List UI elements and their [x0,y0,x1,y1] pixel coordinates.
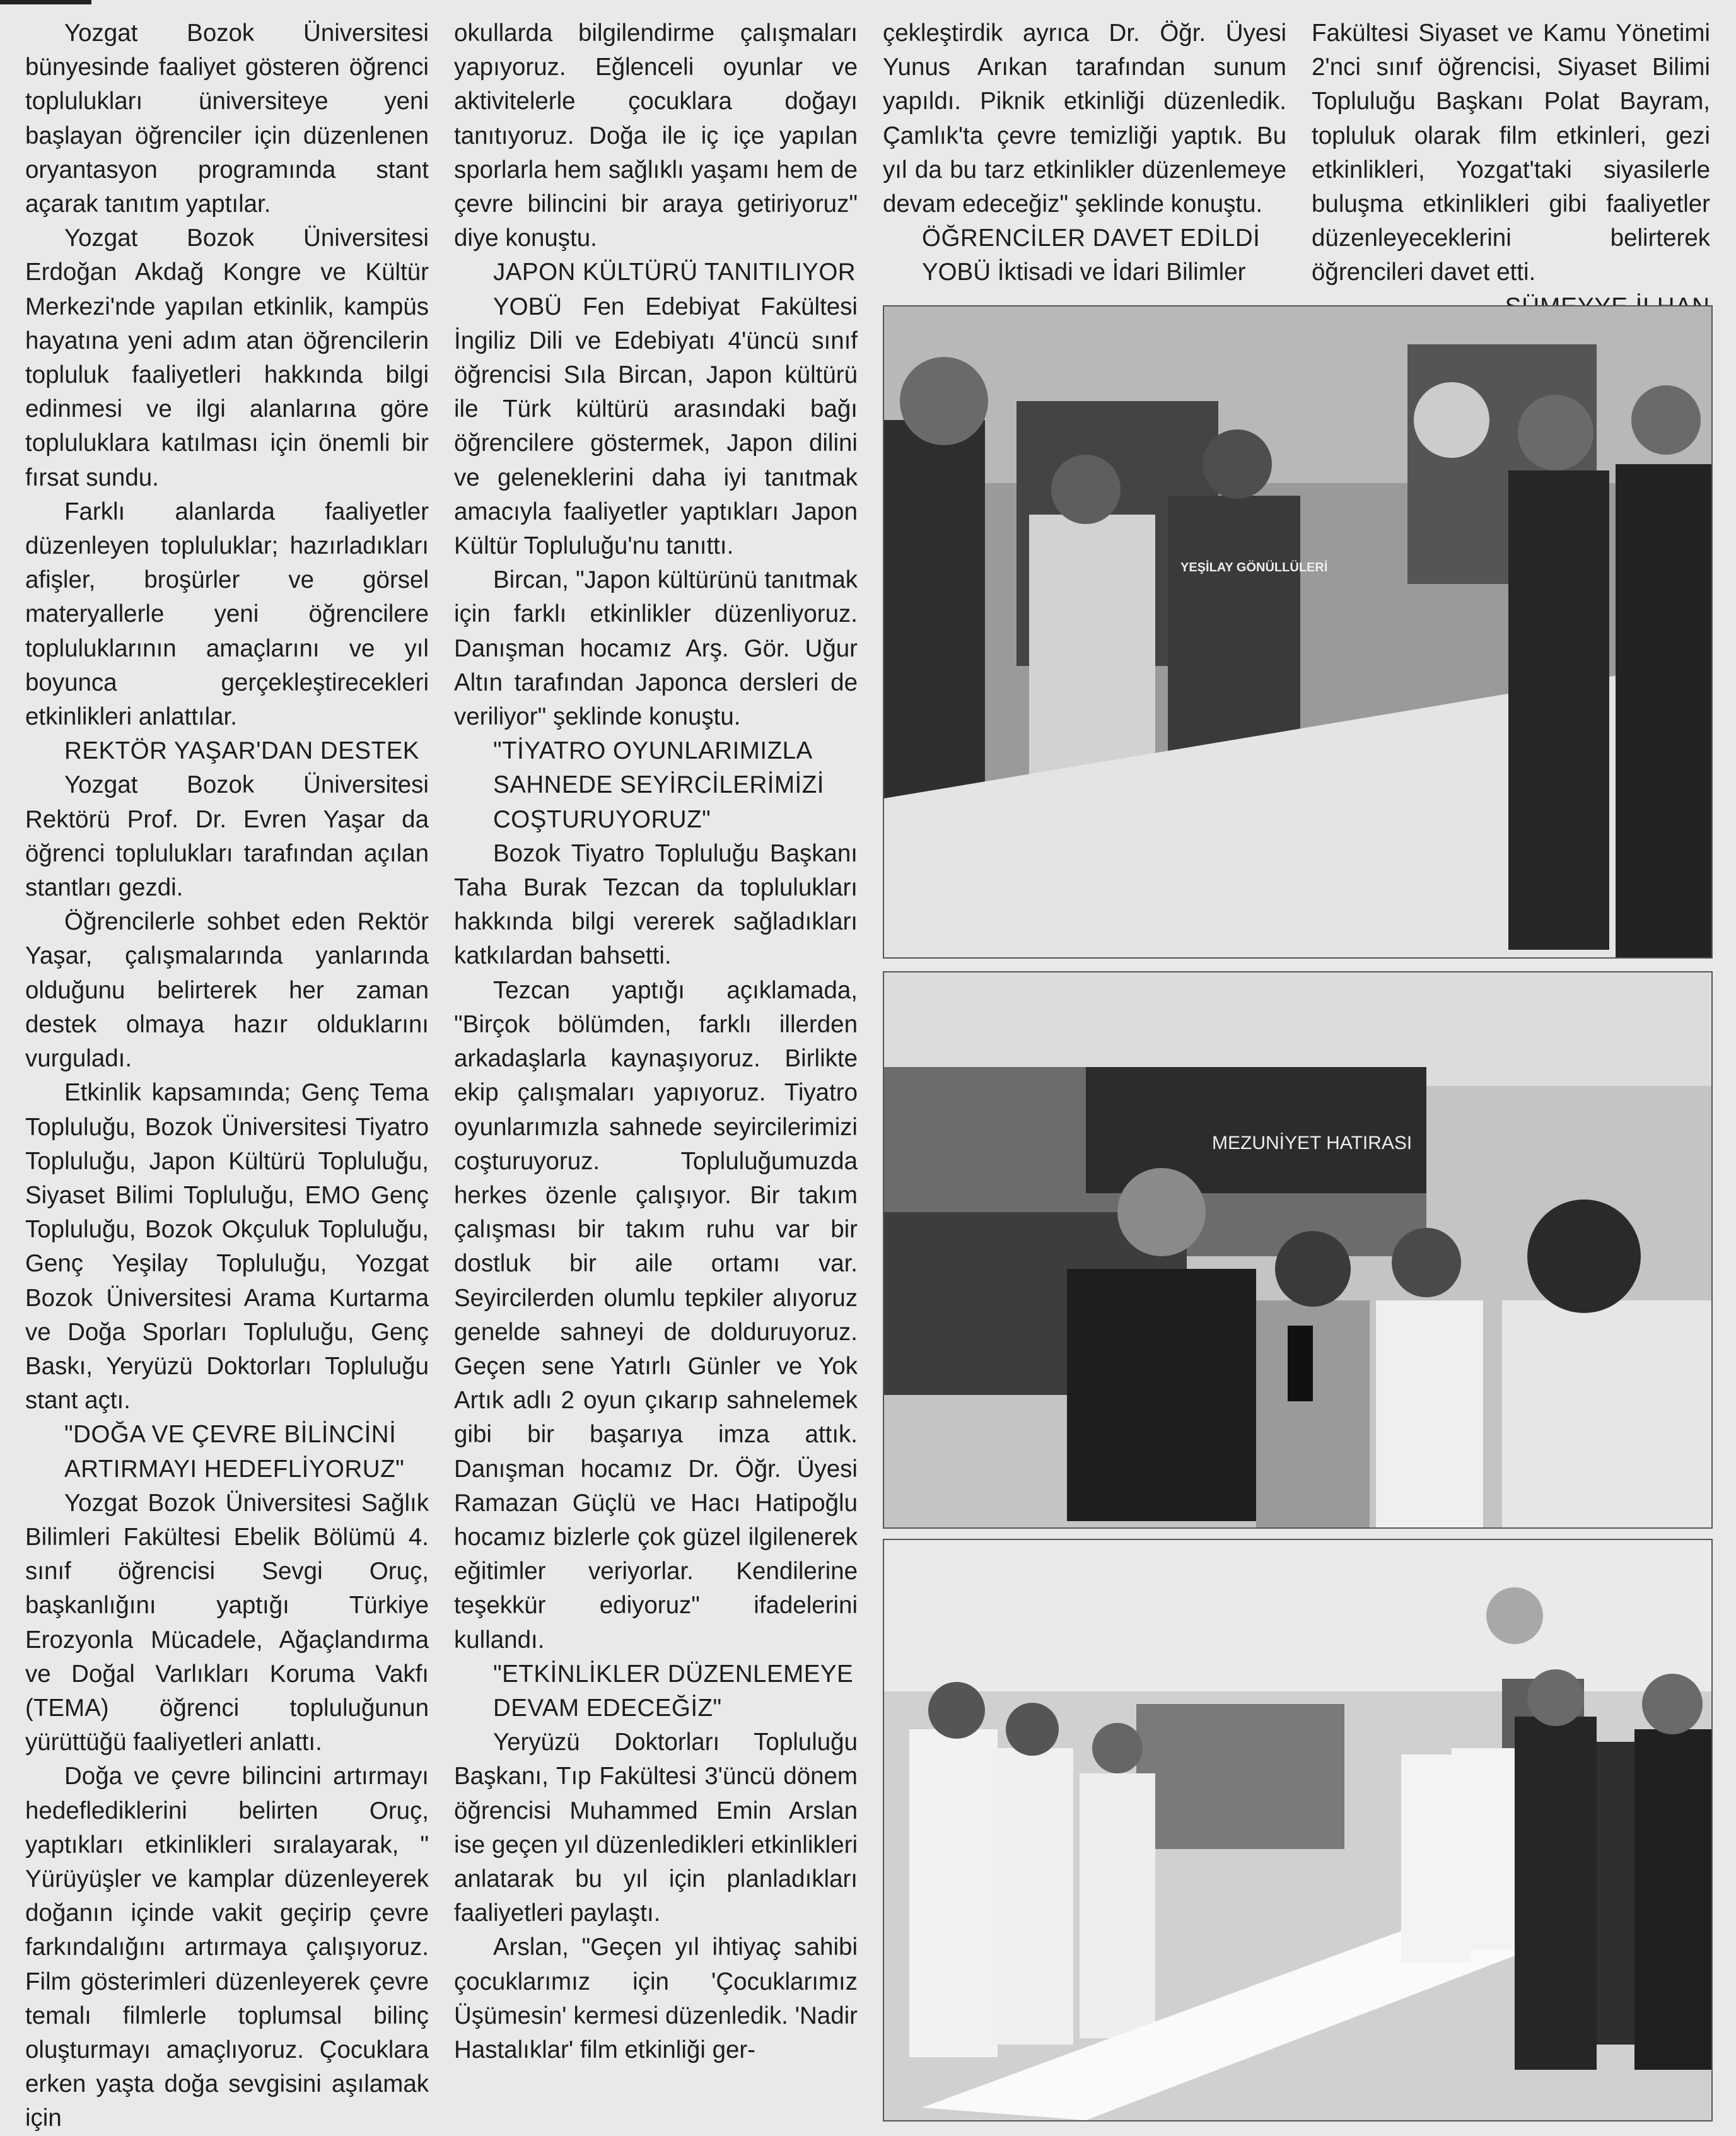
paragraph: Etkinlik kapsamında; Genç Tema Topluluğu, Bozok Üniversitesi Tiyatro Topluluğu, Japon Kültürü Topluluğu, Siyaset Bilimi Topluluğu, EMO Genç Topluluğu, Bozok Okçuluk Topluluğu, Genç Yeşilay Topluluğu, Yozgat Bozok Üniversitesi Arama Kurtarma ve Doğa Sporları Topluluğu, Genç Baskı, Yeryüzü Doktorları Topluluğu stant açtı. [25,1079,429,1415]
photo-tiyatro-interview [883,971,1713,1529]
paragraph: YOBÜ İktisadi ve İdari Bilimler [922,259,1246,286]
paragraph: Yozgat Bozok Üniversitesi Rektörü Prof. Dr. Evren Yaşar da öğrenci toplulukları tarafından açılan stantları gezdi. [25,771,429,902]
column-1 [25,16,429,2136]
photo-stand-tour [883,1539,1713,2121]
paragraph: Farklı alanlarda faaliyetler düzenleyen topluluklar; hazırladıkları afişler, broşürler ve görsel materyallerle yeni öğrencilere topluluklarının amaçlarını ve yıl boyunca gerçekleştirecekleri etkinlikleri anlattılar. [25,498,429,731]
top-rule [0,0,91,4]
column-3 [883,16,1286,290]
paragraph: YOBÜ Fen Edebiyat Fakültesi İngiliz Dili ve Edebiyatı 4'üncü sınıf öğrencisi Sıla Bircan, Japon kültürü ile Türk kültürü arasındaki bağı öğrencilere göstermek, Japon dilini ve geleneklerini daha iyi tanıtmak amacıyla faaliyetler yaptıkları Japon Kültür Topluluğu'nu tanıttı. [454,293,858,560]
subheading: "TİYATRO OYUNLARIMIZLA SAHNEDE SEYİRCİLERİMİZİ COŞTURUYORUZ" [493,737,824,833]
paragraph: Doğa ve çevre bilincini artırmayı hedeflediklerini belirten Oruç, yaptıkları etkinlikleri sıralayarak, " Yürüyüşler ve kamplar düzenleyerek doğanın içinde vakit geçirip çevre farkındalığını artırmaya çalışıyoruz. Film gösterimleri düzenleyerek çevre temalı filmlerle toplumsal bilinç oluşturmayı amaçlıyoruz. Çocuklara erken yaşta doğa sevgisini aşılamak için [25,1763,429,2132]
subheading: REKTÖR YAŞAR'DAN DESTEK [64,737,419,765]
paragraph: Bircan, "Japon kültürünü tanıtmak için farklı etkinlikler düzenliyoruz. Danışman hocamız Arş. Gör. Uğur Altın tarafından Japonca dersleri de veriliyor" şeklinde konuştu. [454,566,858,731]
paragraph: Yozgat Bozok Üniversitesi Erdoğan Akdağ Kongre ve Kültür Merkezi'nde yapılan etkinlik, kampüs hayatına yeni adım atan öğrencilerin topluluk faaliyetleri hakkında bilgi edinmesi ve ilgi alanlarına göre topluluklara katılması için önemli bir fırsat sundu. [25,225,429,491]
paragraph: Fakültesi Siyaset ve Kamu Yönetimi 2'nci sınıf öğrencisi, Siyaset Bilimi Topluluğu Başkanı Polat Bayram, topluluk olarak film etkinleri, gezi etkinlikleri, Yozgat'taki siyasilerle buluşma etkinlikleri gibi faaliyetler düzenleyeceklerini belirterek öğrencileri davet etti. [1312,20,1710,286]
paragraph: okullarda bilgilendirme çalışmaları yapıyoruz. Eğlenceli oyunlar ve aktivitelerle çocuklara doğayı tanıtıyoruz. Doğa ile iç içe yapılan sporlarla hem sağlıklı yaşamı hem de çevre bilincini bir araya getiriyoruz" diye konuştu. [454,20,858,252]
paragraph: Yeryüzü Doktorları Topluluğu Başkanı, Tıp Fakültesi 3'üncü dönem öğrencisi Muhammed Emin Arslan ise geçen yıl düzenledikleri etkinlikleri anlatarak bu yıl için planladıkları faaliyetleri paylaştı. [454,1729,858,1927]
paragraph: Yozgat Bozok Üniversitesi bünyesinde faaliyet gösteren öğrenci toplulukları üniversiteye yeni başlayan öğrenciler için düzenlenen oryantasyon programında stant açarak tanıtım yaptılar. [25,20,429,218]
banner-text: MEZUNİYET HATIRASI [1212,1133,1413,1153]
paragraph: Arslan, "Geçen yıl ihtiyaç sahibi çocuklarımız için 'Çocuklarımız Üşümesin' kermesi düzenledik. 'Nadir Hastalıklar' film etkinliği ger- [454,1934,858,2063]
photo-yesilay-stand [883,305,1713,959]
subheading: ÖĞRENCİLER DAVET EDİLDİ [922,225,1261,252]
subheading: "DOĞA VE ÇEVRE BİLİNCİNİ ARTIRMAYI HEDEFLİYORUZ" [64,1421,405,1483]
yesilay-vest-text: YEŞİLAY GÖNÜLLÜLERİ [1180,561,1328,575]
paragraph: Öğrencilerle sohbet eden Rektör Yaşar, çalışmalarında yanlarında olduğunu belirterek her zaman destek olmaya hazır olduklarını vurguladı. [25,908,429,1073]
paragraph: Bozok Tiyatro Topluluğu Başkanı Taha Burak Tezcan da toplulukları hakkında bilgi vererek sağladıkları katkılardan bahsetti. [454,839,858,970]
column-4 [1312,16,1710,324]
paragraph: Tezcan yaptığı açıklamada, "Birçok bölümden, farklı illerden arkadaşlarla kaynaşıyoruz. Birlikte ekip çalışmaları yapıyoruz. Tiyatro oyunlarımızla sahnede seyircilerimizi coşturuyoruz. Topluluğumuzda herkes özenle çalışıyor. Bir takım çalışması bir takım ruhu var bir dostluk bir aile ortamı var. Seyircilerden olumlu tepkiler alıyoruz genelde sahneyi de dolduruyoruz. Geçen sene Yatırlı Günler ve Yok Artık adlı 2 oyun çıkarıp sahnelemek gibi bir başarıya imza attık. Danışman hocamız Dr. Öğr. Üyesi Ramazan Güçlü ve Hacı Hatipoğlu hocamız bizlerle çok güzel ilgilenerek eğitimler veriyorlar. Kendilerine teşekkür ediyoruz" ifadelerini kullandı. [454,976,858,1654]
column-2 [454,16,858,2067]
paragraph: Yozgat Bozok Üniversitesi Sağlık Bilimleri Fakültesi Ebelik Bölümü 4. sınıf öğrencisi Sevgi Oruç, başkanlığını yaptığı Türkiye Erozyonla Mücadele, Ağaçlandırma ve Doğal Varlıkları Koruma Vakfı (TEMA) öğrenci topluluğunun yürüttüğü faaliyetleri anlattı. [25,1489,429,1756]
subheading: JAPON KÜLTÜRÜ TANITILIYOR [493,259,856,286]
paragraph: çekleştirdik ayrıca Dr. Öğr. Üyesi Yunus Arıkan tarafından sunum yapıldı. Piknik etkinliği düzenledik. Çamlık'ta çevre temizliği yaptık. Bu yıl da bu tarz etkinlikler düzenlemeye devam edeceğiz" şeklinde konuştu. [883,20,1286,218]
subheading: "ETKİNLİKLER DÜZENLEMEYE DEVAM EDECEĞİZ" [493,1660,854,1722]
